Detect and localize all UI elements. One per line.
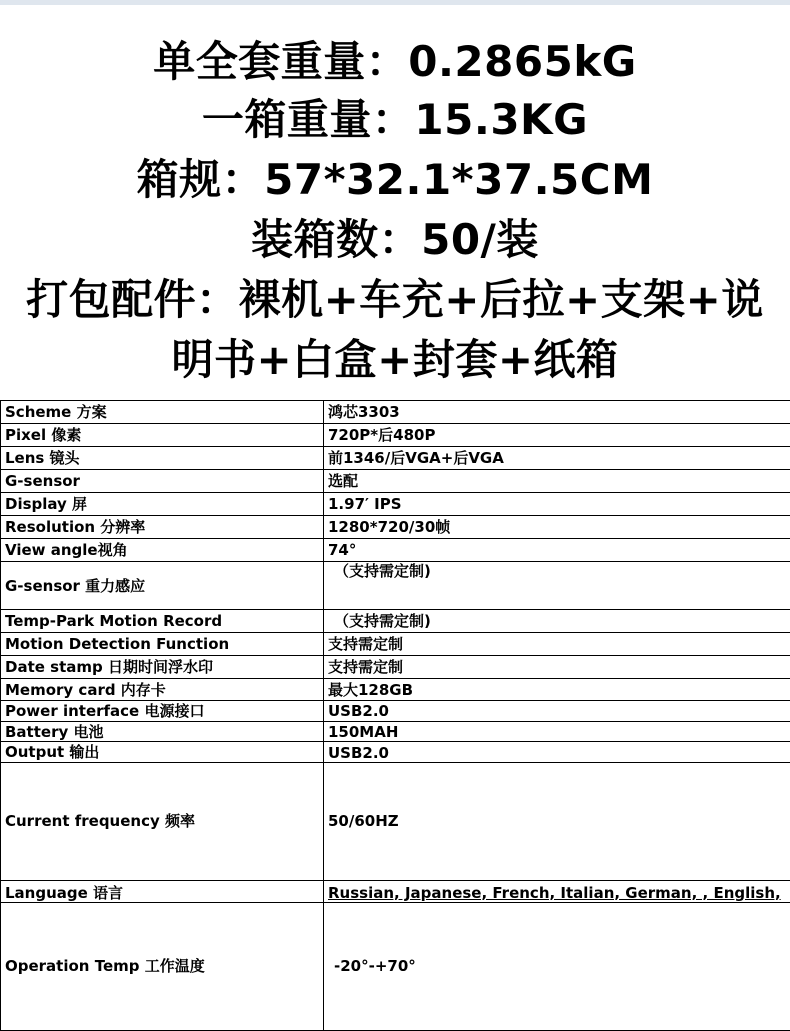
table-row — [1, 610, 790, 633]
spec-key: Scheme 方案 — [1, 401, 324, 424]
spec-key: Motion Detection Function — [1, 633, 324, 656]
spec-key: Current frequency 频率 — [1, 762, 324, 880]
spec-key: Date stamp 日期时间浮水印 — [1, 656, 324, 679]
heading-set-weight: 单全套重量：0.2865kG — [153, 37, 637, 86]
spec-value: 50/60HZ — [324, 762, 790, 880]
table-row — [1, 470, 790, 493]
spec-value: 最大128GB — [324, 679, 790, 701]
heading-box-size: 箱规：57*32.1*37.5CM — [136, 155, 654, 204]
spec-key: Operation Temp 工作温度 — [1, 902, 324, 1030]
table-row — [1, 902, 790, 1030]
spec-value: 前1346/后VGA+后VGA — [324, 447, 790, 470]
spec-key: View angle视角 — [1, 539, 324, 562]
table-row — [1, 401, 790, 424]
table-row — [1, 493, 790, 516]
spec-value: 1280*720/30帧 — [324, 516, 790, 539]
spec-value: 720P*后480P — [324, 424, 790, 447]
table-row — [1, 679, 790, 701]
spec-key: Language 语言 — [1, 880, 324, 902]
table-row — [1, 722, 790, 742]
spec-value: Russian, Japanese, French, Italian, German, , English, — [324, 880, 790, 902]
spec-value: USB2.0 — [324, 701, 790, 722]
spec-table — [0, 400, 790, 1031]
table-row — [1, 880, 790, 902]
table-row — [1, 633, 790, 656]
spec-value: （支持需定制) — [324, 562, 790, 610]
table-row — [1, 424, 790, 447]
spec-key: Memory card 内存卡 — [1, 679, 324, 701]
spec-value: 鸿芯3303 — [324, 401, 790, 424]
table-row — [1, 447, 790, 470]
spec-key: Pixel 像素 — [1, 424, 324, 447]
spec-key: Display 屏 — [1, 493, 324, 516]
table-row — [1, 762, 790, 880]
spec-value: -20°-+70° — [324, 902, 790, 1030]
table-row — [1, 539, 790, 562]
table-row — [1, 562, 790, 610]
top-strip — [0, 0, 790, 5]
spec-key: Resolution 分辨率 — [1, 516, 324, 539]
spec-key: G-sensor 重力感应 — [1, 562, 324, 610]
spec-value: 支持需定制 — [324, 633, 790, 656]
spec-key: Output 输出 — [1, 742, 324, 762]
spec-value: （支持需定制) — [324, 610, 790, 633]
table-row — [1, 701, 790, 722]
heading-box-quantity: 装箱数：50/装 — [251, 215, 539, 264]
spec-value: 选配 — [324, 470, 790, 493]
spec-key: Temp-Park Motion Record — [1, 610, 324, 633]
spec-value: 150MAH — [324, 722, 790, 742]
spec-key: Lens 镜头 — [1, 447, 324, 470]
heading-packing-accessories: 打包配件：裸机+车充+后拉+支架+说 — [26, 275, 764, 324]
spec-value: USB2.0 — [324, 742, 790, 762]
table-row — [1, 656, 790, 679]
spec-value: 1.97′ IPS — [324, 493, 790, 516]
spec-value: 支持需定制 — [324, 656, 790, 679]
heading-box-weight: 一箱重量：15.3KG — [201, 95, 589, 144]
table-row — [1, 516, 790, 539]
heading-packing-accessories-cont: 明书+白盒+封套+纸箱 — [171, 335, 619, 384]
spec-value: 74° — [324, 539, 790, 562]
spec-key: G-sensor — [1, 470, 324, 493]
spec-key: Power interface 电源接口 — [1, 701, 324, 722]
spec-key: Battery 电池 — [1, 722, 324, 742]
table-row — [1, 742, 790, 762]
